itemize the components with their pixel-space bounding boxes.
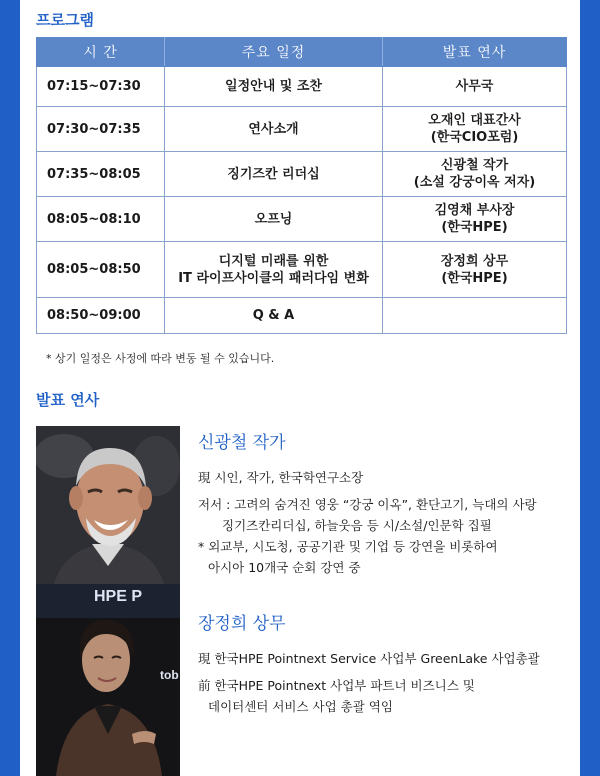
speaker-bio-line: 現 한국HPE Pointnext Service 사업부 GreenLake 사업총괄 bbox=[198, 651, 540, 666]
speakers-section-title: 발표 연사 bbox=[36, 391, 100, 409]
speaker-bio-line: 아시아 10개국 순회 강연 중 bbox=[208, 560, 361, 575]
row-event: 일정안내 및 조찬 bbox=[165, 67, 383, 107]
backdrop-text-top: HPE P bbox=[94, 588, 143, 605]
portrait-woman-illustration bbox=[36, 584, 180, 776]
speaker-bio-line: 前 한국HPE Pointnext 사업부 파트너 비즈니스 및 bbox=[198, 678, 475, 693]
speaker-photo-jang bbox=[36, 584, 180, 776]
schedule-note: * 상기 일정은 사정에 따라 변동 될 수 있습니다. bbox=[46, 352, 275, 365]
program-section-title: 프로그램 bbox=[36, 11, 94, 29]
backdrop-text-side: tob bbox=[160, 668, 179, 682]
row-event: 징기즈칸 리더십 bbox=[165, 152, 383, 197]
table-row bbox=[37, 197, 567, 242]
header-event: 주요 일정 bbox=[165, 38, 383, 67]
row-time: 08:05~08:10 bbox=[37, 197, 165, 242]
schedule-header-row bbox=[37, 38, 567, 67]
row-event: 디지털 미래를 위한 IT 라이프사이클의 패러다임 변화 bbox=[165, 242, 383, 298]
header-time: 시 간 bbox=[37, 38, 165, 67]
row-time: 07:15~07:30 bbox=[37, 67, 165, 107]
row-speaker: 사무국 bbox=[383, 67, 567, 107]
table-row bbox=[37, 298, 567, 334]
row-time: 08:50~09:00 bbox=[37, 298, 165, 334]
speaker-photo-shin bbox=[36, 426, 180, 584]
speaker-bio-line: * 외교부, 시도청, 공공기관 및 기업 등 강연을 비롯하여 bbox=[198, 539, 498, 554]
speaker-bio-line: 데이터센터 서비스 사업 총괄 역임 bbox=[208, 699, 393, 714]
row-speaker: 신광철 작가 (소설 강궁이옥 저자) bbox=[383, 152, 567, 197]
row-event: Q & A bbox=[165, 298, 383, 334]
speaker-bio-line: 징기즈칸리더십, 하늘웃음 등 시/소설/인문학 집필 bbox=[222, 518, 492, 533]
row-event: 연사소개 bbox=[165, 107, 383, 152]
speaker-bio-line: 現 시인, 작가, 한국학연구소장 bbox=[198, 470, 364, 485]
speaker-name: 장정희 상무 bbox=[198, 614, 286, 634]
row-speaker: 장정희 상무 (한국HPE) bbox=[383, 242, 567, 298]
speaker-info-shin bbox=[198, 428, 578, 578]
table-row bbox=[37, 67, 567, 107]
content-panel bbox=[20, 0, 580, 776]
speaker-info-jang bbox=[198, 609, 578, 717]
row-time: 07:30~07:35 bbox=[37, 107, 165, 152]
portrait-man-illustration bbox=[36, 426, 180, 584]
speaker-name: 신광철 작가 bbox=[198, 433, 286, 453]
row-event: 오프닝 bbox=[165, 197, 383, 242]
row-speaker: 김영채 부사장 (한국HPE) bbox=[383, 197, 567, 242]
row-time: 07:35~08:05 bbox=[37, 152, 165, 197]
speaker-bio-line: 저서 : 고려의 숨겨진 영웅 “강궁 이옥”, 환단고기, 늑대의 사랑 bbox=[198, 497, 537, 512]
header-speaker: 발표 연사 bbox=[383, 38, 567, 67]
row-speaker: 오재인 대표간사 (한국CIO포럼) bbox=[383, 107, 567, 152]
row-speaker bbox=[383, 298, 567, 334]
table-row bbox=[37, 152, 567, 197]
row-time: 08:05~08:50 bbox=[37, 242, 165, 298]
table-row bbox=[37, 107, 567, 152]
schedule-table bbox=[36, 37, 567, 334]
table-row bbox=[37, 242, 567, 298]
